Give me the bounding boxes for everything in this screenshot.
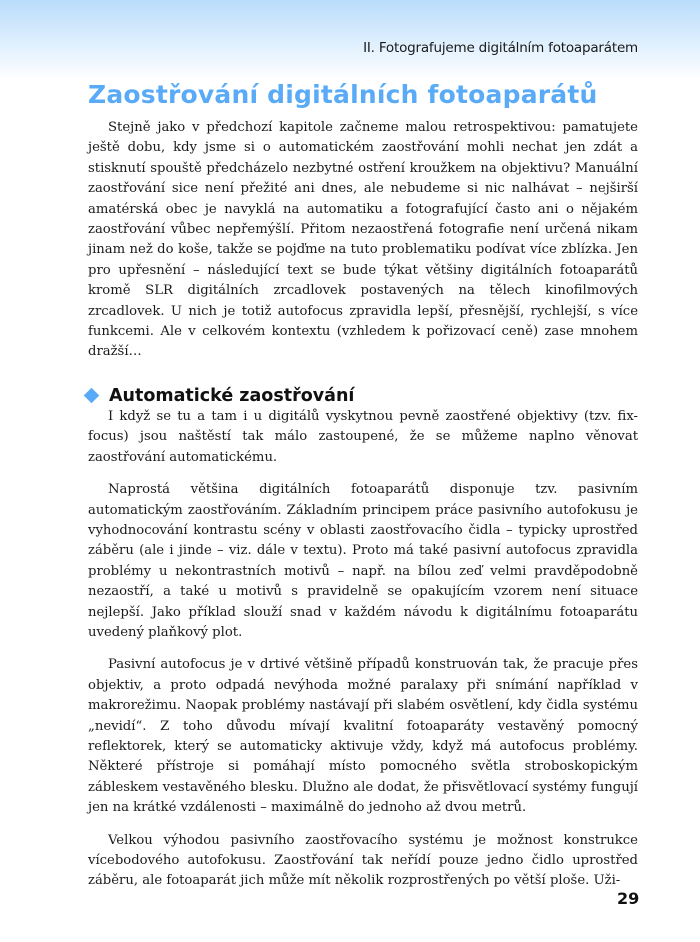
section-heading-text: Automatické zaostřování (109, 385, 355, 406)
intro-paragraph: Stejně jako v předchozí kapitole začneme malou retrospektivou: pamatujete ještě dobu, kdy jsme si o automatickém zaostřování mohli nechat jen zdát a stisknutí spouště předcházelo nezbytné ostření kroužkem na objektivu? Manuální zaostřování sice není přežité ani dnes, ale nebudeme si nic nalhávat – nejširší amatérská obec je navyklá na automatiku a fotografující často ani o nějakém zaostřování vůbec nepřemýšlí. Přitom nezaostřená fotografie není určená nikam jinam než do koše, takže se pojďme na tuto problematiku podívat více zblízka. Jen pro upřesnění – následující text se bude týkat většiny digitálních fotoaparátů kromě SLR digitálních zrcadlovek postavených na tělech kinofilmových zrcadlovek. U nich je totiž autofocus zpravidla lepší, přesnější, rychlejší, s více funkcemi. Ale v celkovém kontextu (vzhledem k pořizovací ceně) zase mnohem dražší… (88, 120, 638, 360)
page-number: 29 (617, 889, 640, 908)
running-header: II. Fotografujeme digitálním fotoaparátem (363, 40, 638, 56)
section-paragraph: Pasivní autofocus je v drtivé většině případů konstruován tak, že pracuje přes objektiv, a proto odpadá nevýhoda možné paralaxy při snímání například v makrorežimu. Naopak problémy nastávají při slabém osvětlení, kdy čidla systému „nevidí“. Z toho důvodu mívají kvalitní fotoaparáty vestavěný pomocný reflektorek, který se automaticky aktivuje vždy, když má autofocus problémy. Některé přístroje si pomáhají místo pomocného světla stroboskopickým zábleskem vestavěného blesku. Dlužno ale dodat, že přisvětlovací systémy fungují jen na krátké vzdálenosti – maximálně do jednoho až dvou metrů. (88, 657, 638, 816)
section-heading (82, 386, 638, 406)
chapter-title: Zaostřování digitálních fotoaparátů (88, 80, 598, 109)
section-paragraph: Naprostá většina digitálních fotoaparátů disponuje tzv. pasivním automatickým zaostřováním. Základním principem práce pasivního autofokusu je vyhodnocování kontrastu scény v oblasti zaostřovacího čidla – typicky uprostřed záběru (ale i jinde – viz. dále v textu). Proto má také pasivní autofocus zpravidla problémy u nekontrastních motivů – např. na bílou zeď velmi pravděpodobně nezaostří, a také u motivů s pravidelně se opakujícím vzorem není situace nejlepší. Jako příklad slouží snad v každém návodu k digitálnímu fotoaparátu uvedený plaňkový plot. (88, 482, 638, 640)
page-body (88, 118, 638, 904)
section-paragraph: Velkou výhodou pasivního zaostřovacího systému je možnost konstrukce vícebodového autofokusu. Zaostřování tak neřídí pouze jedno čidlo uprostřed záběru, ale fotoaparát jich může mít několik rozprostřených po větší ploše. Uži- (88, 832, 638, 889)
diamond-icon (84, 388, 100, 404)
section-paragraph: I když se tu a tam i u digitálů vyskytnou pevně zaostřené objektivy (tzv. fix-focus) jsou naštěstí tak málo zastoupené, že se můžeme naplno věnovat zaostřování automatickému. (88, 408, 638, 465)
